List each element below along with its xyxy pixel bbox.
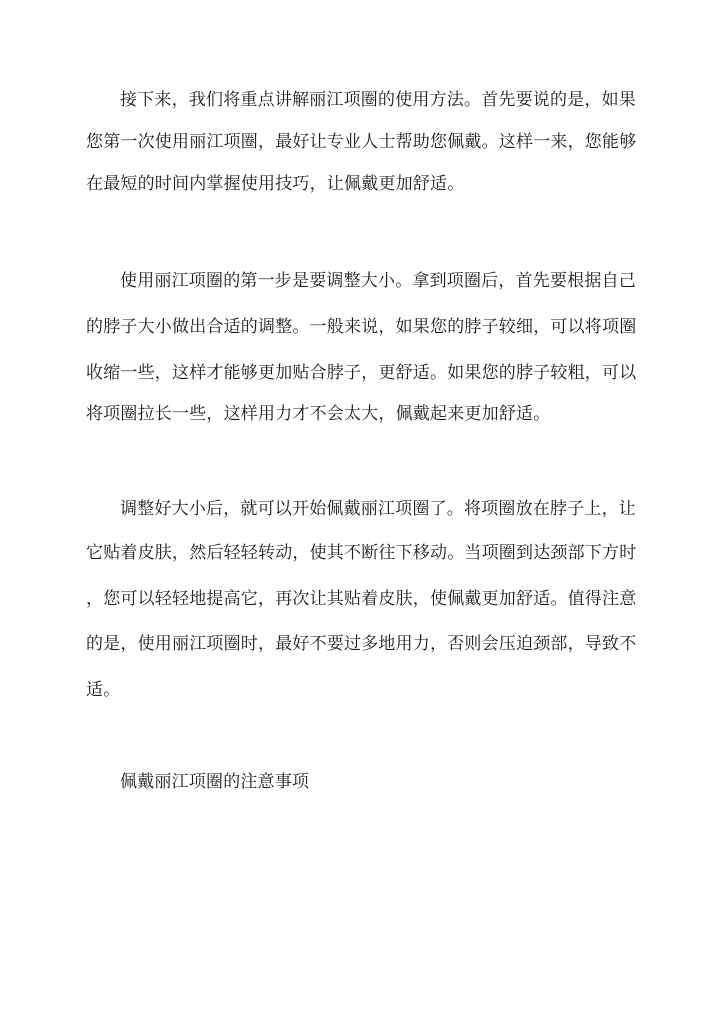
text-line: 调整好大小后，就可以开始佩戴丽江项圈了。将项圈放在脖子上，让 bbox=[120, 499, 636, 519]
text-line: 它贴着皮肤，然后轻轻转动，使其不断往下移动。当项圈到达颈部下方时 bbox=[86, 543, 637, 563]
text-line: 收缩一些，这样才能够更加贴合脖子，更舒适。如果您的脖子较粗，可以 bbox=[86, 363, 637, 383]
text-line: 使用丽江项圈的第一步是要调整大小。拿到项圈后，首先要根据自己 bbox=[120, 271, 636, 291]
section-heading: 佩戴丽江项圈的注意事项 bbox=[120, 772, 310, 792]
text-line: 您第一次使用丽江项圈，最好让专业人士帮助您佩戴。这样一来，您能够 bbox=[86, 132, 637, 152]
text-line: 的是，使用丽江项圈时，最好不要过多地用力，否则会压迫颈部，导致不 bbox=[86, 634, 637, 654]
text-line: ，您可以轻轻地提高它，再次让其贴着皮肤，使佩戴更加舒适。值得注意 bbox=[86, 589, 637, 609]
text-line: 适。 bbox=[86, 680, 121, 700]
text-line: 将项圈拉长一些，这样用力才不会太大，佩戴起来更加舒适。 bbox=[86, 404, 551, 424]
text-line: 接下来，我们将重点讲解丽江项圈的使用方法。首先要说的是，如果 bbox=[120, 90, 636, 110]
text-line: 的脖子大小做出合适的调整。一般来说，如果您的脖子较细，可以将项圈 bbox=[86, 317, 637, 337]
text-line: 在最短的时间内掌握使用技巧，让佩戴更加舒适。 bbox=[86, 174, 465, 194]
